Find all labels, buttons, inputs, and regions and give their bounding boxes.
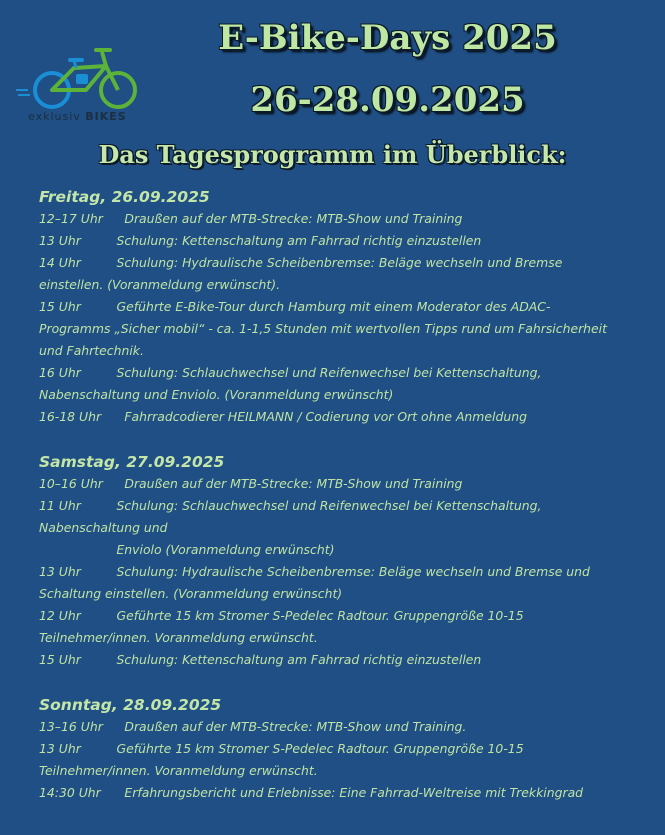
program-line	[39, 627, 635, 649]
program-time: 10–16 Uhr	[39, 476, 103, 491]
program-time: 13 Uhr	[39, 564, 81, 579]
program-time: 11 Uhr	[39, 498, 81, 513]
program-text: Nabenschaltung und Enviolo. (Voranmeldung erwünscht)	[39, 387, 394, 402]
program-time: 15 Uhr	[39, 652, 81, 667]
program-time: 14 Uhr	[39, 255, 81, 270]
program-line	[39, 384, 635, 406]
program-time: 13 Uhr	[39, 741, 81, 756]
program-text: Erfahrungsbericht und Erlebnisse: Eine Fahrrad-Weltreise mit Trekkingrad	[124, 785, 584, 800]
program-line	[39, 296, 635, 318]
program-text: Schulung: Schlauchwechsel und Reifenwechsel bei Kettenschaltung,	[116, 498, 542, 513]
program-text: Draußen auf der MTB-Strecke: MTB-Show und Training.	[124, 719, 467, 734]
program-line	[39, 561, 635, 583]
program-text: Teilnehmer/innen. Voranmeldung erwünscht.	[39, 630, 318, 645]
program-line	[39, 406, 635, 428]
program-line	[39, 208, 635, 230]
program-line	[39, 517, 635, 539]
program-line	[39, 782, 635, 804]
program-time: 12–17 Uhr	[39, 211, 103, 226]
program-line	[39, 649, 635, 671]
program-line	[39, 539, 635, 561]
program-line	[39, 738, 635, 760]
program-content	[39, 186, 639, 827]
day-section	[39, 694, 639, 804]
event-dates: 26-28.09.2025	[250, 80, 525, 120]
program-text: Teilnehmer/innen. Voranmeldung erwünscht.	[39, 763, 318, 778]
day-section	[39, 451, 639, 671]
program-time: 16 Uhr	[39, 365, 81, 380]
program-time: 13 Uhr	[39, 233, 81, 248]
program-text: Fahrradcodierer HEILMANN / Codierung vor Ort ohne Anmeldung	[124, 409, 527, 424]
program-text: Schulung: Kettenschaltung am Fahrrad richtig einzustellen	[116, 233, 482, 248]
program-line	[39, 716, 635, 738]
program-line	[39, 230, 635, 252]
program-line	[39, 274, 635, 296]
program-text: Geführte E-Bike-Tour durch Hamburg mit einem Moderator des ADAC-	[116, 299, 551, 314]
program-text: und Fahrtechnik.	[39, 343, 144, 358]
program-line	[39, 340, 635, 362]
program-text: Draußen auf der MTB-Strecke: MTB-Show und Training	[124, 211, 463, 226]
program-text: Geführte 15 km Stromer S-Pedelec Radtour. Gruppengröße 10-15	[116, 741, 524, 756]
program-text: Geführte 15 km Stromer S-Pedelec Radtour. Gruppengröße 10-15	[116, 608, 524, 623]
program-time: 14:30 Uhr	[39, 785, 101, 800]
program-line	[39, 318, 635, 340]
program-text: Nabenschaltung und	[39, 520, 168, 535]
program-line	[39, 473, 635, 495]
program-line	[39, 760, 635, 782]
program-text: Schulung: Hydraulische Scheibenbremse: Beläge wechseln und Bremse	[116, 255, 563, 270]
program-text: Draußen auf der MTB-Strecke: MTB-Show und Training	[124, 476, 463, 491]
program-line	[39, 583, 635, 605]
program-text: Schulung: Kettenschaltung am Fahrrad richtig einzustellen	[116, 652, 482, 667]
program-subtitle: Das Tagesprogramm im Überblick:	[98, 140, 567, 169]
day-title: Freitag, 26.09.2025	[39, 188, 210, 206]
program-time: 15 Uhr	[39, 299, 81, 314]
program-line	[39, 252, 635, 274]
program-line	[39, 362, 635, 384]
day-title: Samstag, 27.09.2025	[39, 453, 225, 471]
program-text: Schaltung einstellen. (Voranmeldung erwünscht)	[39, 586, 343, 601]
program-text: Programms „Sicher mobil“ - ca. 1-1,5 Stunden mit wertvollen Tipps rund um Fahrsicherheit	[39, 321, 608, 336]
program-time: 12 Uhr	[39, 608, 81, 623]
program-text: einstellen. (Voranmeldung erwünscht).	[39, 277, 281, 292]
program-time: 13–16 Uhr	[39, 719, 103, 734]
program-time: 16-18 Uhr	[39, 409, 102, 424]
program-text: Schulung: Hydraulische Scheibenbremse: Beläge wechseln und Bremse und	[116, 564, 590, 579]
program-text: Enviolo (Voranmeldung erwünscht)	[116, 542, 335, 557]
program-line	[39, 605, 635, 627]
program-line	[39, 495, 635, 517]
program-text: Schulung: Schlauchwechsel und Reifenwechsel bei Kettenschaltung,	[116, 365, 542, 380]
day-section	[39, 186, 639, 428]
logo-text: exklusiv BIKES	[28, 110, 127, 123]
day-title: Sonntag, 28.09.2025	[39, 696, 222, 714]
event-title: E-Bike-Days 2025	[218, 18, 557, 58]
